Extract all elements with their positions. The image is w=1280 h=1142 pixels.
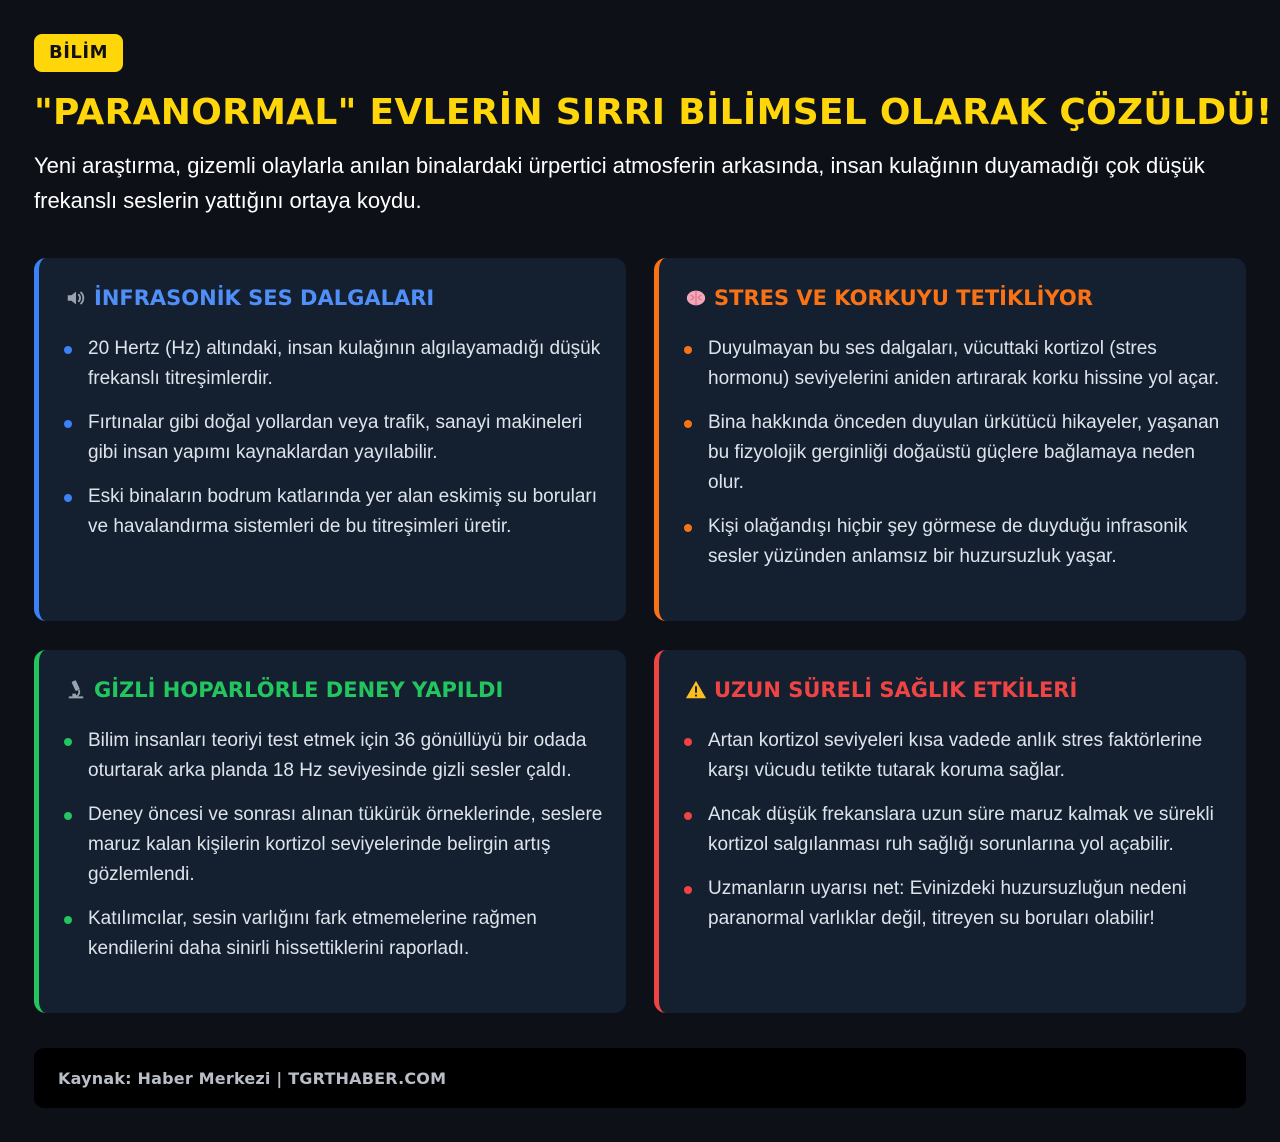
bullet-list [64, 726, 604, 964]
article [34, 34, 1273, 1088]
bullet-dot [684, 738, 692, 746]
card-stress [654, 258, 1246, 621]
category-badge: BİLİM [34, 34, 123, 72]
bullet-dot [684, 812, 692, 820]
bullet-list [684, 334, 1224, 572]
speaker-icon [64, 286, 88, 310]
source-footer [34, 1048, 1246, 1108]
list-item: Fırtınalar gibi doğal yollardan veya trafik, sanayi makineleri gibi insan yapımı kaynaklardan yayılabilir. [64, 408, 604, 468]
list-item: Uzmanların uyarısı net: Evinizdeki huzursuzluğun nedeni paranormal varlıklar değil, titreyen su boruları olabilir! [684, 874, 1224, 934]
bullet-list [64, 334, 604, 542]
bullet-dot [64, 916, 72, 924]
bullet-list [684, 726, 1224, 934]
card-title: STRES VE KORKUYU TETİKLİYOR [714, 286, 1093, 310]
list-item: Katılımcılar, sesin varlığını fark etmemelerine rağmen kendilerini daha sinirli hissettiklerini raporladı. [64, 904, 604, 964]
bullet-dot [64, 420, 72, 428]
bullet-dot [64, 346, 72, 354]
list-item: Ancak düşük frekanslara uzun süre maruz kalmak ve sürekli kortizol salgılanması ruh sağlığı sorunlarına yol açabilir. [684, 800, 1224, 860]
lead-paragraph: Yeni araştırma, gizemli olaylarla anılan binalardaki ürpertici atmosferin arkasında, insan kulağının duyamadığı çok düşük frekanslı seslerin yattığını ortaya koydu. [34, 153, 1205, 213]
list-item: Kişi olağandışı hiçbir şey görmese de duyduğu infrasonik sesler yüzünden anlamsız bir huzursuzluk yaşar. [684, 512, 1224, 572]
source-text: Kaynak: Haber Merkezi | TGRTHABER.COM [58, 1068, 447, 1088]
list-item: Eski binaların bodrum katlarında yer alan eskimiş su boruları ve havalandırma sistemleri de bu titreşimleri üretir. [64, 482, 604, 542]
bullet-dot [684, 886, 692, 894]
microscope-icon [64, 678, 88, 702]
card-title: UZUN SÜRELİ SAĞLIK ETKİLERİ [714, 678, 1078, 702]
list-item: Bilim insanları teoriyi test etmek için 36 gönüllüyü bir odada oturtarak arka planda 18 Hz seviyesinde gizli sesler çaldı. [64, 726, 604, 786]
bullet-dot [64, 812, 72, 820]
list-item: Duyulmayan bu ses dalgaları, vücuttaki kortizol (stres hormonu) seviyelerini aniden artırarak korku hissine yol açar. [684, 334, 1224, 394]
list-item: 20 Hertz (Hz) altındaki, insan kulağının algılayamadığı düşük frekanslı titreşimlerdir. [64, 334, 604, 394]
brain-icon [684, 286, 708, 310]
list-item: Deney öncesi ve sonrası alınan tükürük örneklerinde, seslere maruz kalan kişilerin kortizol seviyelerinde belirgin artış gözlemlendi. [64, 800, 604, 890]
bullet-dot [684, 346, 692, 354]
bullet-dot [64, 738, 72, 746]
bullet-dot [684, 420, 692, 428]
card-title: GİZLİ HOPARLÖRLE DENEY YAPILDI [94, 678, 504, 702]
card-infrasonic [34, 258, 626, 621]
bullet-dot [64, 494, 72, 502]
card-title: İNFRASONİK SES DALGALARI [94, 286, 435, 310]
bullet-dot [684, 524, 692, 532]
headline: "PARANORMAL" EVLERİN SIRRI BİLİMSEL OLARAK ÇÖZÜLDÜ! [34, 92, 1273, 133]
list-item: Bina hakkında önceden duyulan ürkütücü hikayeler, yaşanan bu fizyolojik gerginliği doğaüstü güçlere bağlamaya neden olur. [684, 408, 1224, 498]
card-health-effects [654, 650, 1246, 1013]
list-item: Artan kortizol seviyeleri kısa vadede anlık stres faktörlerine karşı vücudu tetikte tutarak koruma sağlar. [684, 726, 1224, 786]
card-experiment [34, 650, 626, 1013]
warning-icon [684, 678, 708, 702]
